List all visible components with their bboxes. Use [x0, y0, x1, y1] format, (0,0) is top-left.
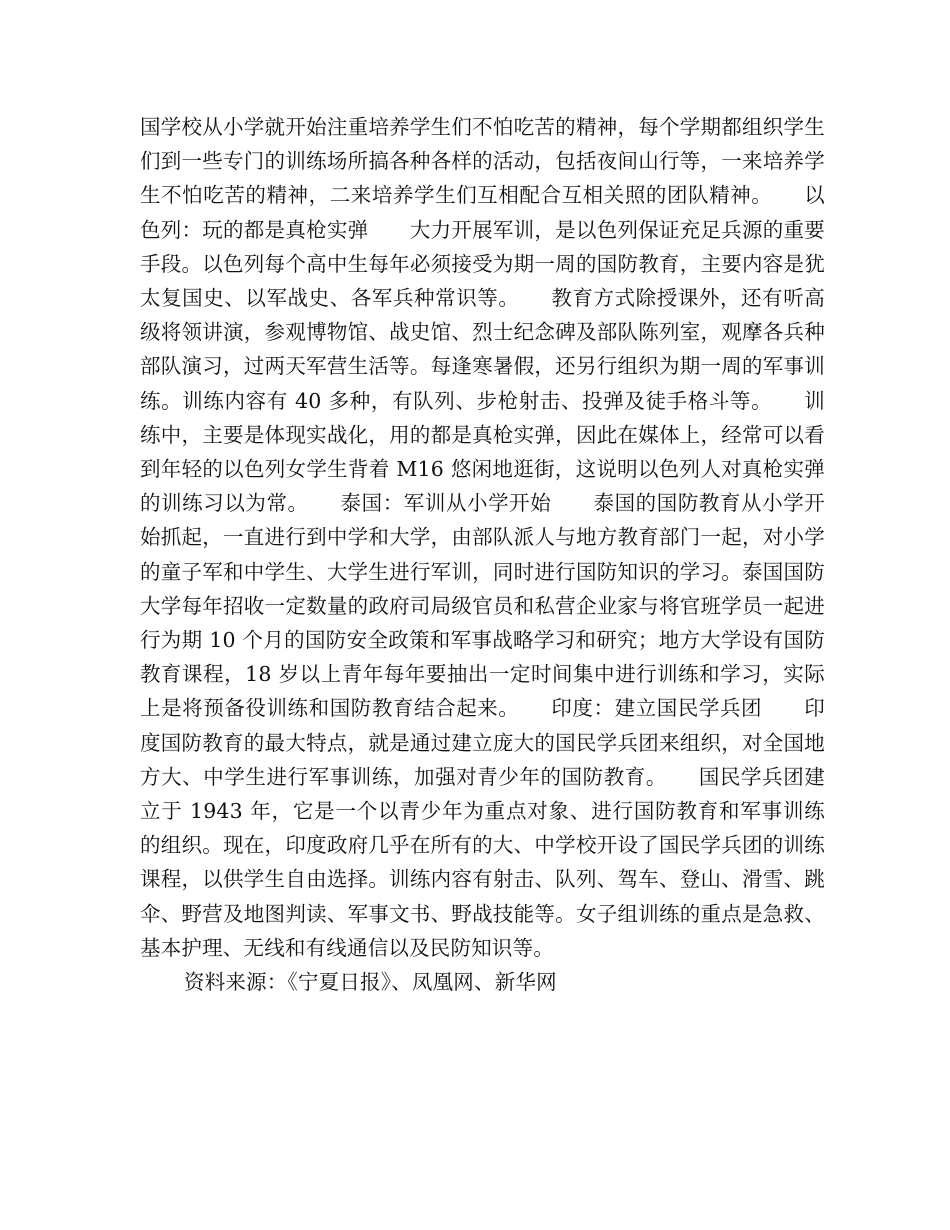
document-body [140, 110, 825, 999]
source-line: 资料来源：《宁夏日报》、凤凰网、新华网 [184, 970, 557, 995]
body-paragraph: 国学校从小学就开始注重培养学生们不怕吃苦的精神，每个学期都组织学生们到一些专门的训练场所搞各种各样的活动，包括夜间山行等，一来培养学生不怕吃苦的精神，二来培养学生们互相配合互相关照的团队精神。 以色列：玩的都是真枪实弹 大力开展军训，是以色列保证充足兵源的重要手段。以色列每个高中生每年必须接受为期一周的国防教育，主要内容是犹太复国史、以军战史、各军兵种常识等。 教育方式除授课外，还有听高级将领讲演，参观博物馆、战史馆、烈士纪念碑及部队陈列室，观摩各兵种部队演习，过两天军营生活等。每逢寒暑假，还另行组织为期一周的军事训练。训练内容有 40 多种，有队列、步枪射击、投弹及徒手格斗等。 训练中，主要是体现实战化，用的都是真枪实弹，因此在媒体上，经常可以看到年轻的以色列女学生背着 M16 悠闲地逛街，这说明以色列人对真枪实弹的训练习以为常。 泰国：军训从小学开始 泰国的国防教育从小学开始抓起，一直进行到中学和大学，由部队派人与地方教育部门一起，对小学的童子军和中学生、大学生进行军训，同时进行国防知识的学习。泰国国防大学每年招收一定数量的政府司局级官员和私营企业家与将官班学员一起进行为期 10 个月的国防安全政策和军事战略学习和研究；地方大学设有国防教育课程，18 岁以上青年每年要抽出一定时间集中进行训练和学习，实际上是将预备役训练和国防教育结合起来。 印度：建立国民学兵团 印度国防教育的最大特点，就是通过建立庞大的国民学兵团来组织，对全国地方大、中学生进行军事训练，加强对青少年的国防教育。 国民学兵团建立于 1943 年，它是一个以青少年为重点对象、进行国防教育和军事训练的组织。现在，印度政府几乎在所有的大、中学校开设了国民学兵团的训练课程，以供学生自由选择。训练内容有射击、队列、驾车、登山、滑雪、跳伞、野营及地图判读、军事文书、野战技能等。女子组训练的重点是急救、基本护理、无线和有线通信以及民防知识等。 [140, 115, 825, 960]
